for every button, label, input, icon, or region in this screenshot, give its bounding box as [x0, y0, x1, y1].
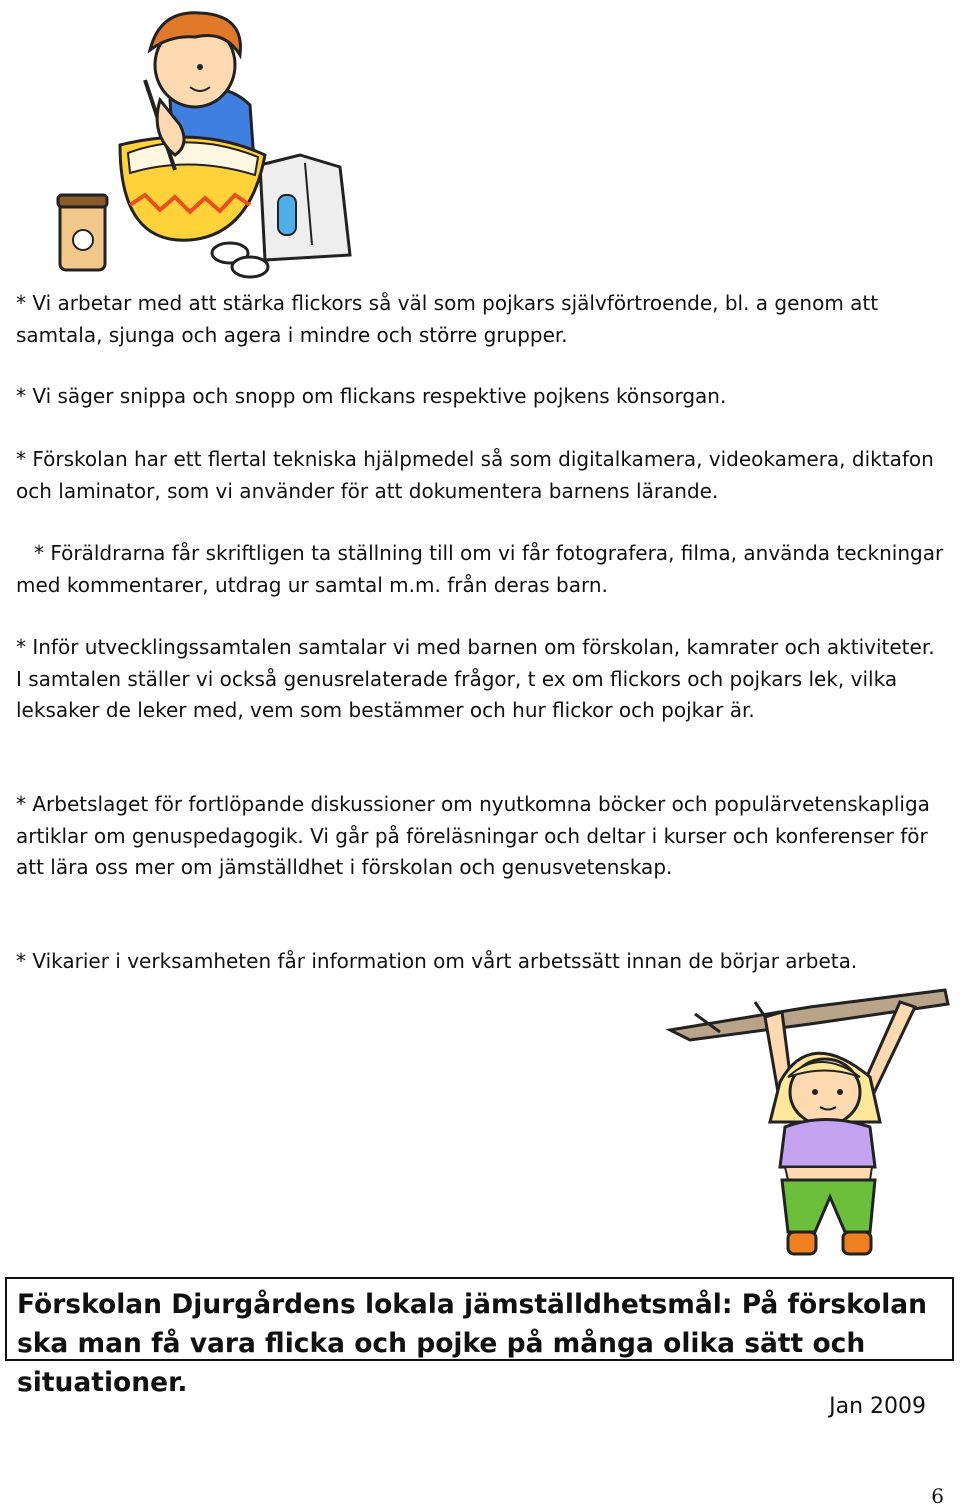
equality-goal-box [5, 1277, 954, 1398]
paragraph-technical-aids: * Förskolan har ett flertal tekniska hjälpmedel så som digitalkamera, videokamera, diktafon och laminator, som vi använder för att dokumentera barnens lärande. [16, 447, 934, 503]
document-date: Jan 2009 [829, 1394, 926, 1419]
paragraph-development-talks: * Inför utvecklingssamtalen samtalar vi med barnen om förskolan, kamrater och aktiviteter. I samtalen ställer vi också genusrelaterade frågor, t ex om flickors och pojkars lek, vilka leksaker de leker med, vem som bestämmer och hur flickor och pojkar är. [16, 635, 935, 722]
paragraph-terminology: * Vi säger snippa och snopp om flickans respektive pojkens könsorgan. [16, 384, 727, 408]
paragraph-parent-consent: * Föräldrarna får skriftligen ta ställning till om vi får fotografera, filma, använda teckningar med kommentarer, utdrag ur samtal m.m. från deras barn. [16, 541, 944, 597]
paragraph-self-confidence: * Vi arbetar med att stärka flickors så väl som pojkars självförtroende, bl. a genom att samtala, sjunga och agera i mindre och större grupper. [16, 291, 879, 347]
paragraph-team-discussions: * Arbetslaget för fortlöpande diskussioner om nyutkomna böcker och populärvetenskapliga artiklar om genuspedagogik. Vi går på föreläsningar och deltar i kurser och konferenser för att lära oss mer om jämställdhet i förskolan och genusvetenskap. [16, 792, 930, 879]
girl-hanging-on-branch-icon [660, 982, 950, 1272]
equality-goal-text: Förskolan Djurgårdens lokala jämställdhetsmål: På förskolan ska man få vara flicka och pojke på många olika sätt och situationer. [17, 1289, 928, 1398]
page-number: 6 [931, 1484, 944, 1508]
paragraph-substitutes: * Vikarier i verksamheten får information om vårt arbetssätt innan de börjar arbeta. [16, 949, 858, 973]
boy-baking-icon [50, 5, 360, 285]
